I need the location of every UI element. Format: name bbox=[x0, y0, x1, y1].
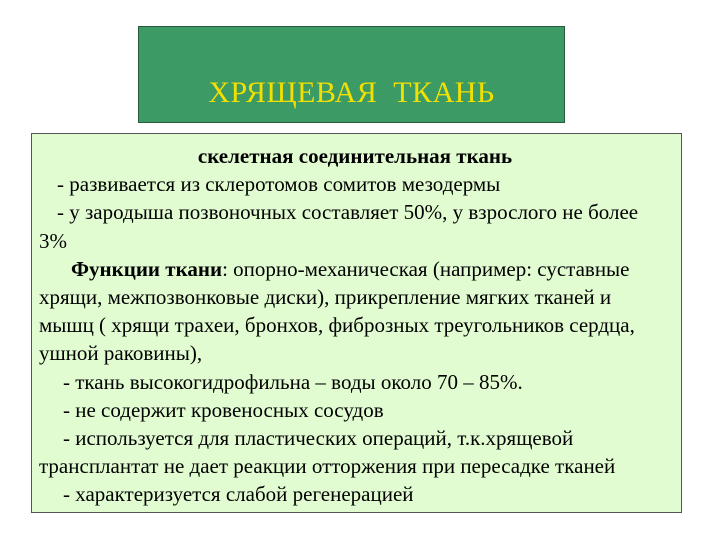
content-heading: скелетная соединительная ткань bbox=[197, 144, 513, 168]
bullet-proportion-line1: - у зародыша позвоночных составляет 50%, у взрослого не более bbox=[57, 200, 639, 225]
bullet-plastic-surgery-line1: - используется для пластических операций, т.к.хрящевой bbox=[63, 426, 574, 451]
bullet-no-vessels: - не содержит кровеносных сосудов bbox=[63, 397, 384, 422]
bullet-regeneration: - характеризуется слабой регенерацией bbox=[63, 482, 414, 507]
bullet-origin: - развивается из склеротомов сомитов мезодермы bbox=[57, 172, 501, 197]
functions-label: Функции ткани bbox=[71, 256, 223, 281]
functions-line2: хрящи, межпозвонковые диски), прикрепление мягких тканей и bbox=[39, 285, 612, 310]
bullet-plastic-surgery-line2: трансплантат не дает реакции отторжения при пересадке тканей bbox=[39, 454, 616, 479]
functions-line1 bbox=[39, 255, 671, 283]
bullet-proportion-line2: 3% bbox=[39, 228, 67, 253]
functions-line3: мышц ( хрящи трахеи, бронхов, фиброзных треугольников сердца, bbox=[39, 313, 635, 338]
title-banner bbox=[138, 26, 565, 123]
slide-title: ХРЯЩЕВАЯ ТКАНЬ bbox=[208, 76, 495, 109]
content-panel bbox=[31, 133, 682, 513]
functions-text: : опорно-механическая (например: суставные bbox=[222, 256, 630, 281]
functions-line4: ушной раковины), bbox=[39, 341, 203, 366]
bullet-hydrophilic: - ткань высокогидрофильна – воды около 70 – 85%. bbox=[63, 369, 523, 394]
